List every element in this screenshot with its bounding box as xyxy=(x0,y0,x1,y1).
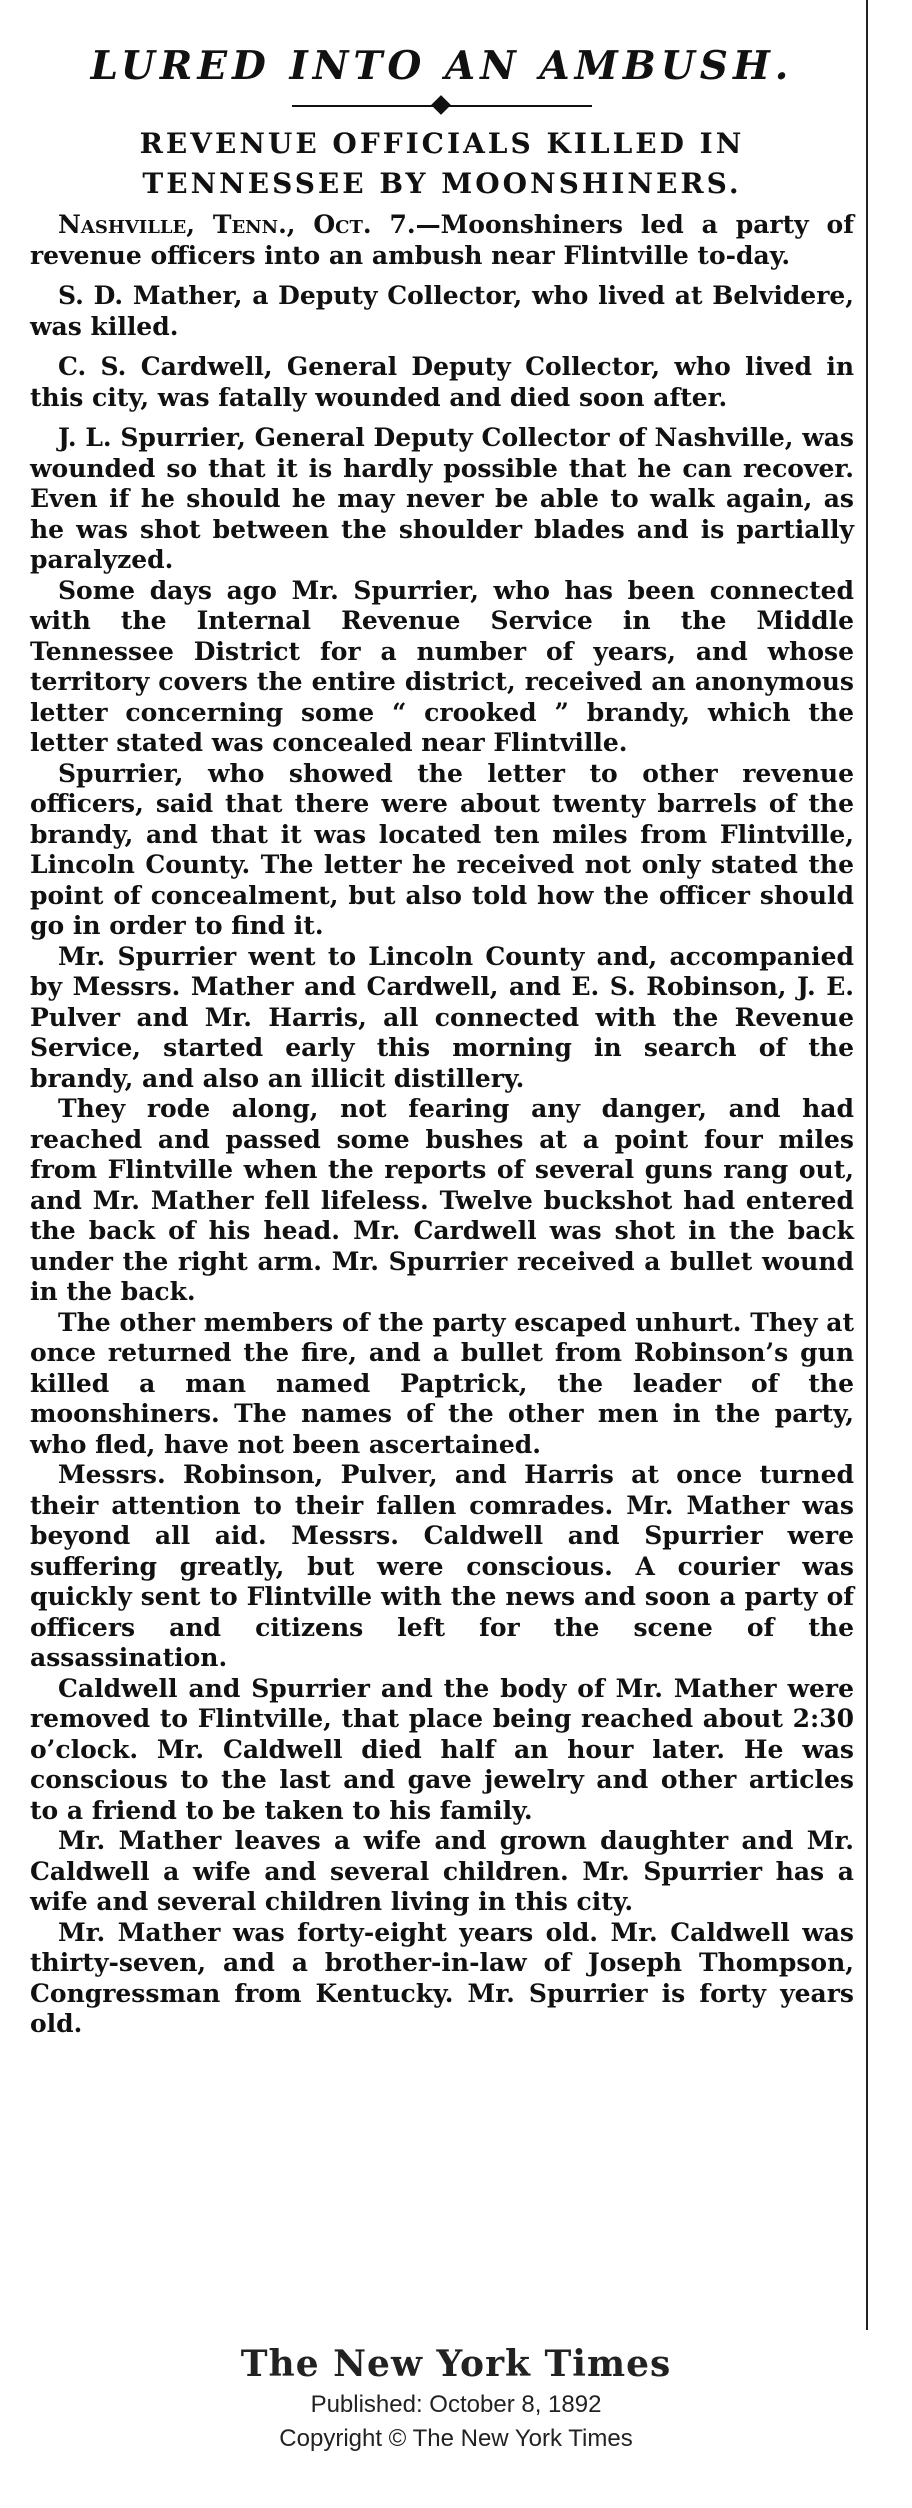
paragraph: Nashville, Tenn., Oct. 7.—Moonshiners led a party of revenue officers into an ambush near Flintville to-day. xyxy=(30,210,854,270)
paragraph: Mr. Mather was forty-eight years old. Mr. Caldwell was thirty-seven, and a brother-in-law of Joseph Thompson, Congressman from Kentucky. Mr. Spurrier is forty years old. xyxy=(30,1917,854,2038)
published-date: Published: October 8, 1892 xyxy=(310,2391,602,2418)
paragraph: Some days ago Mr. Spurrier, who has been connected with the Internal Revenue Service in the Middle Tennessee District for a number of years, and whose territory covers the entire district, received an anonymous letter concerning some “ crooked ” brandy, which the letter stated was concealed near Flintville. xyxy=(30,575,854,757)
article-column xyxy=(30,28,854,2040)
column-rule xyxy=(866,0,868,2330)
paragraph: They rode along, not fearing any danger, and had reached and passed some bushes at a point four miles from Flintville when the reports of several guns rang out, and Mr. Mather fell lifeless. Twelve buckshot had entered the back of his head. Mr. Cardwell was shot in the back under the right arm. Mr. Spurrier received a bullet wound in the back. xyxy=(30,1094,854,1306)
paragraph: S. D. Mather, a Deputy Collector, who lived at Belvidere, was killed. xyxy=(30,281,854,341)
headline: LURED INTO AN AMBUSH. xyxy=(90,43,794,89)
footer xyxy=(0,2340,912,2456)
paragraph: Caldwell and Spurrier and the body of Mr. Mather were removed to Flintville, that place being reached about 2:30 o’clock. Mr. Caldwell died half an hour later. He was conscious to the last and gave jewelry and other articles to a friend to be taken to his family. xyxy=(30,1673,854,1825)
paragraph: J. L. Spurrier, General Deputy Collector of Nashville, was wounded so that it is hardly possible that he can recover. Even if he should he may never be able to walk again, as he was shot between the shoulder blades and is partially paralyzed. xyxy=(30,423,854,574)
subhead: REVENUE OFFICIALS KILLED IN TENNESSEE BY MOONSHINERS. xyxy=(139,127,745,200)
paragraph: Mr. Mather leaves a wife and grown daughter and Mr. Caldwell a wife and several children. Mr. Spurrier has a wife and several children living in this city. xyxy=(30,1826,854,1916)
paragraph: Spurrier, who showed the letter to other revenue officers, said that there were about twenty barrels of the brandy, and that it was located ten miles from Flintville, Lincoln County. The letter he received not only stated the point of concealment, but also told how the officer should go in order to find it. xyxy=(30,758,854,940)
paragraph: Mr. Spurrier went to Lincoln County and, accompanied by Messrs. Mather and Cardwell, and E. S. Robinson, J. E. Pulver and Mr. Harris, all connected with the Revenue Service, started early this morning in search of the brandy, and also an illicit distillery. xyxy=(30,941,854,1093)
dateline: Nashville, Tenn., Oct. 7. xyxy=(58,210,416,239)
newspaper-masthead: The New York Times xyxy=(240,2343,672,2385)
paragraph: C. S. Cardwell, General Deputy Collector, who lived in this city, was fatally wounded and died soon after. xyxy=(30,352,854,412)
copyright: Copyright © The New York Times xyxy=(279,2425,633,2452)
paragraph: Messrs. Robinson, Pulver, and Harris at once turned their attention to their fallen comrades. Mr. Mather was beyond all aid. Messrs. Caldwell and Spurrier were suffering greatly, but were conscious. A courier was quickly sent to Flintville with the news and soon a party of officers and citizens left for the scene of the assassination. xyxy=(30,1460,854,1672)
paragraph: The other members of the party escaped unhurt. They at once returned the fire, and a bullet from Robinson’s gun killed a man named Paptrick, the leader of the moonshiners. The names of the other men in the party, who fled, have not been ascertained. xyxy=(30,1307,854,1459)
article-body xyxy=(30,210,854,2040)
ornament-divider xyxy=(292,96,592,116)
